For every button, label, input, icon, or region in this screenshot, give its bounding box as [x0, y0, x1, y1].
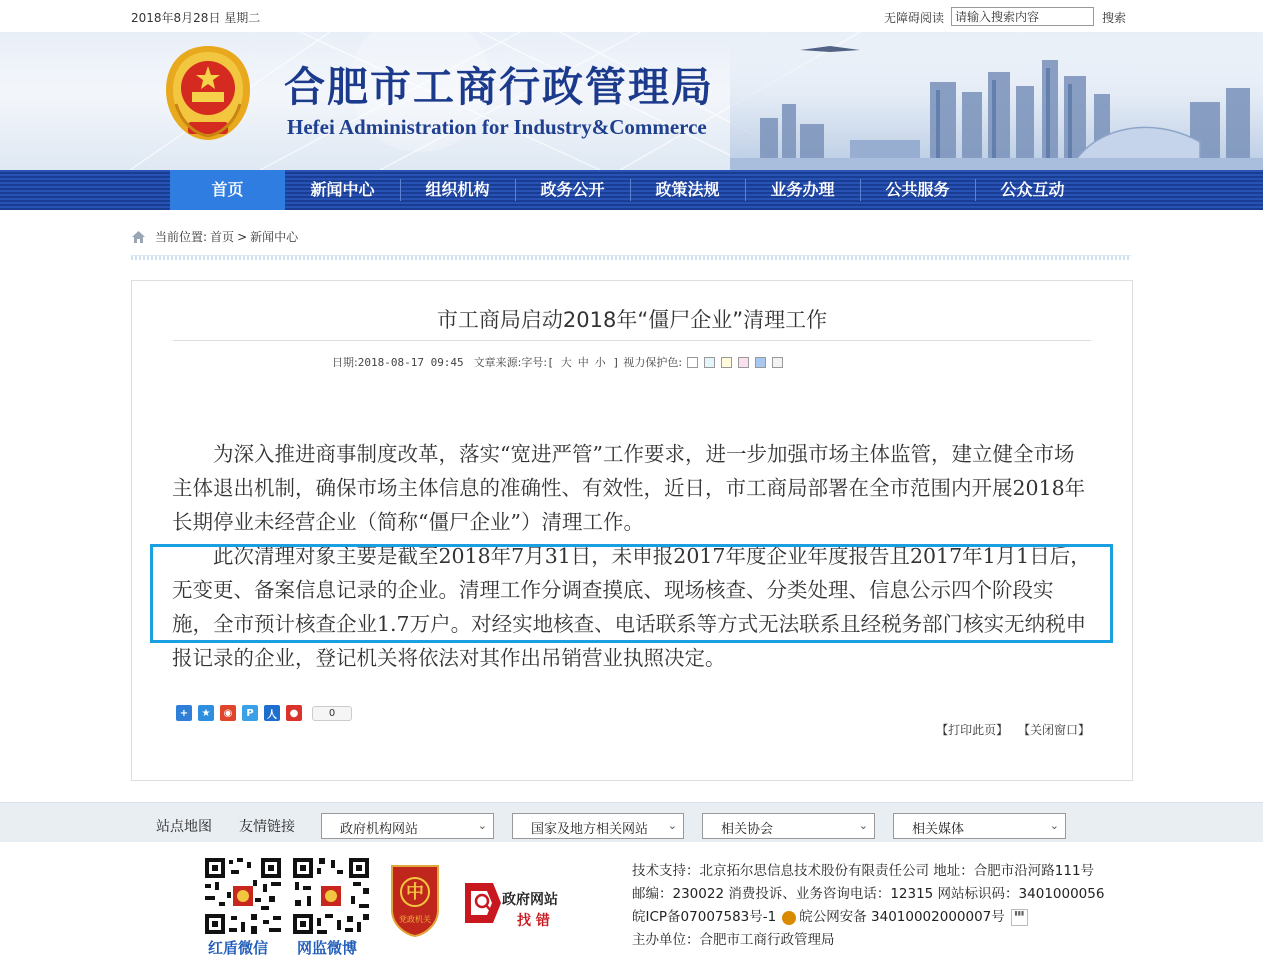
eye-care-swatch-grey[interactable]: [772, 357, 783, 368]
breadcrumb-separator: >: [237, 229, 248, 244]
breadcrumb-home-link[interactable]: 首页: [210, 230, 235, 244]
select-value: 国家及地方相关网站: [531, 822, 649, 837]
site-title-en: Hefei Administration for Industry&Commerce: [287, 115, 707, 139]
party-government-badge-icon: [388, 862, 442, 938]
search-button[interactable]: 搜索: [1102, 11, 1127, 25]
footer-contact: 邮编：230022 消费投诉、业务咨询电话：12315 网站标识码：3401000056: [632, 886, 1105, 902]
nav-item-policies[interactable]: 政策法规: [655, 180, 720, 199]
share-qzone-icon[interactable]: ★: [198, 705, 214, 721]
breadcrumb-divider: [131, 255, 1131, 260]
share-toolbar: [176, 705, 352, 721]
search-input[interactable]: [951, 7, 1094, 26]
print-page-link[interactable]: 【打印此页】: [936, 723, 1009, 737]
select-government-sites[interactable]: [321, 813, 494, 839]
eye-care-swatch-white[interactable]: [687, 357, 698, 368]
select-value: 相关媒体: [912, 822, 965, 837]
friendly-links-bar: [0, 802, 1263, 842]
eye-care-swatch-yellow[interactable]: [721, 357, 732, 368]
icp-number-link[interactable]: 皖ICP备07007583号-1: [632, 909, 777, 925]
nav-item-interaction[interactable]: 公众互动: [1000, 180, 1065, 199]
gov-site-error-report-icon[interactable]: [463, 877, 503, 929]
breadcrumb-current[interactable]: 新闻中心: [250, 230, 299, 244]
chevron-down-icon: ⌄: [858, 819, 868, 832]
top-bar: [0, 0, 1263, 32]
nav-item-organization[interactable]: 组织机构: [425, 180, 490, 199]
friendly-links-label: 友情链接: [239, 819, 295, 835]
main-nav: [0, 170, 1263, 210]
share-renren-icon[interactable]: 人: [264, 705, 280, 721]
share-qq-icon[interactable]: ●: [286, 705, 302, 721]
select-value: 相关协会: [721, 822, 774, 837]
chevron-down-icon: ⌄: [667, 819, 677, 832]
eye-care-swatch-cyan[interactable]: [704, 357, 715, 368]
home-icon: [131, 230, 146, 244]
footer-registration: [632, 906, 1104, 929]
font-size-medium[interactable]: 中: [577, 356, 589, 369]
chevron-down-icon: ⌄: [1049, 819, 1059, 832]
site-footer: [0, 842, 1263, 957]
footer-host: 主办单位：合肥市工商行政管理局: [632, 932, 835, 948]
article-paragraph: 为深入推进商事制度改革，落实“宽进严管”工作要求，进一步加强市场主体监管，建立健全市场主体退出机制，确保市场主体信息的准确性、有效性，近日，市工商局部署在全市范围内开展2018年长期停业未经营企业（简称“僵尸企业”）清理工作。: [172, 442, 1086, 534]
article-title: 市工商局启动2018年“僵尸企业”清理工作: [436, 308, 828, 332]
badge-text: 党政机关: [399, 915, 431, 924]
select-media[interactable]: [893, 813, 1066, 839]
article-panel: [131, 280, 1133, 781]
national-emblem-icon: [162, 42, 254, 144]
select-value: 政府机构网站: [340, 822, 419, 837]
article-body: [172, 437, 1092, 675]
nav-item-government-affairs[interactable]: 政务公开: [540, 180, 605, 199]
nav-item-news[interactable]: 新闻中心: [310, 180, 375, 199]
gov-error-label[interactable]: 找 错: [517, 913, 550, 929]
qr-label-wechat: 红盾微信: [208, 939, 269, 957]
publish-date: 2018-08-17 09:45: [357, 355, 464, 369]
footer-info: [632, 860, 1104, 952]
site-banner: [0, 32, 1263, 170]
footer-tech-support: 技术支持：北京拓尔思信息技术股份有限责任公司 地址：合肥市沿河路111号: [632, 863, 1095, 879]
svg-text:中: 中: [406, 882, 424, 903]
article-paragraph: 此次清理对象主要是截至2018年7月31日，未申报2017年度企业年度报告且2017年1月1日后，无变更、备案信息记录的企业。清理工作分调查摸底、现场核查、分类处理、信息公示四个阶段实施，全市预计核查企业1.7万户。对经实地核查、电话联系等方式无法联系且经税务部门核实无纳税申报记录的企业，登记机关将依法对其作出吊销营业执照决定。: [172, 544, 1091, 670]
site-title-cn: 合肥市工商行政管理局: [284, 63, 714, 111]
font-size-large[interactable]: 大: [560, 356, 572, 369]
nav-item-public-service[interactable]: 公共服务: [885, 180, 950, 199]
public-security-record-link[interactable]: 皖公网安备 34010002000007号: [799, 909, 1005, 925]
font-size-small[interactable]: 小: [594, 356, 606, 369]
qr-code-weibo-icon: [291, 856, 371, 936]
gov-site-label[interactable]: 政府网站: [502, 892, 558, 908]
police-badge-icon: [782, 911, 796, 925]
article-tools: [930, 721, 1090, 738]
share-weibo-icon[interactable]: ◉: [220, 705, 236, 721]
font-size-bracket-close: ]: [612, 355, 620, 369]
eye-care-swatch-blue[interactable]: [755, 357, 766, 368]
nav-item-home[interactable]: 首页: [170, 170, 285, 210]
share-tencent-icon[interactable]: P: [242, 705, 258, 721]
select-associations[interactable]: [702, 813, 875, 839]
cnzz-stats-icon[interactable]: ▮▮▮: [1011, 909, 1028, 926]
nav-item-services[interactable]: 业务办理: [770, 180, 835, 199]
eye-care-label: 视力保护色:: [623, 356, 683, 369]
chevron-down-icon: ⌄: [477, 819, 487, 832]
font-size-bracket-open: [: [547, 355, 554, 369]
city-skyline-image: [730, 32, 1263, 170]
share-count: 0: [312, 706, 352, 721]
date-label: 日期:: [332, 356, 358, 369]
font-size-label: 字号:: [521, 356, 548, 369]
eye-care-swatch-pink[interactable]: [738, 357, 749, 368]
share-more-icon[interactable]: +: [176, 705, 192, 721]
title-divider: [173, 340, 1091, 341]
current-date: 2018年8月28日 星期二: [131, 11, 261, 25]
breadcrumb: [131, 228, 301, 245]
close-window-link[interactable]: 【关闭窗口】: [1017, 723, 1090, 737]
qr-code-wechat-icon: [203, 856, 283, 936]
select-national-sites[interactable]: [512, 813, 684, 839]
article-meta: [332, 354, 789, 370]
qr-label-weibo: 网监微博: [297, 939, 358, 957]
sitemap-link[interactable]: 站点地图: [156, 819, 212, 835]
source-label: 文章来源:: [473, 356, 522, 369]
accessibility-link[interactable]: 无障碍阅读: [884, 11, 945, 25]
breadcrumb-prefix: 当前位置:: [155, 230, 208, 244]
